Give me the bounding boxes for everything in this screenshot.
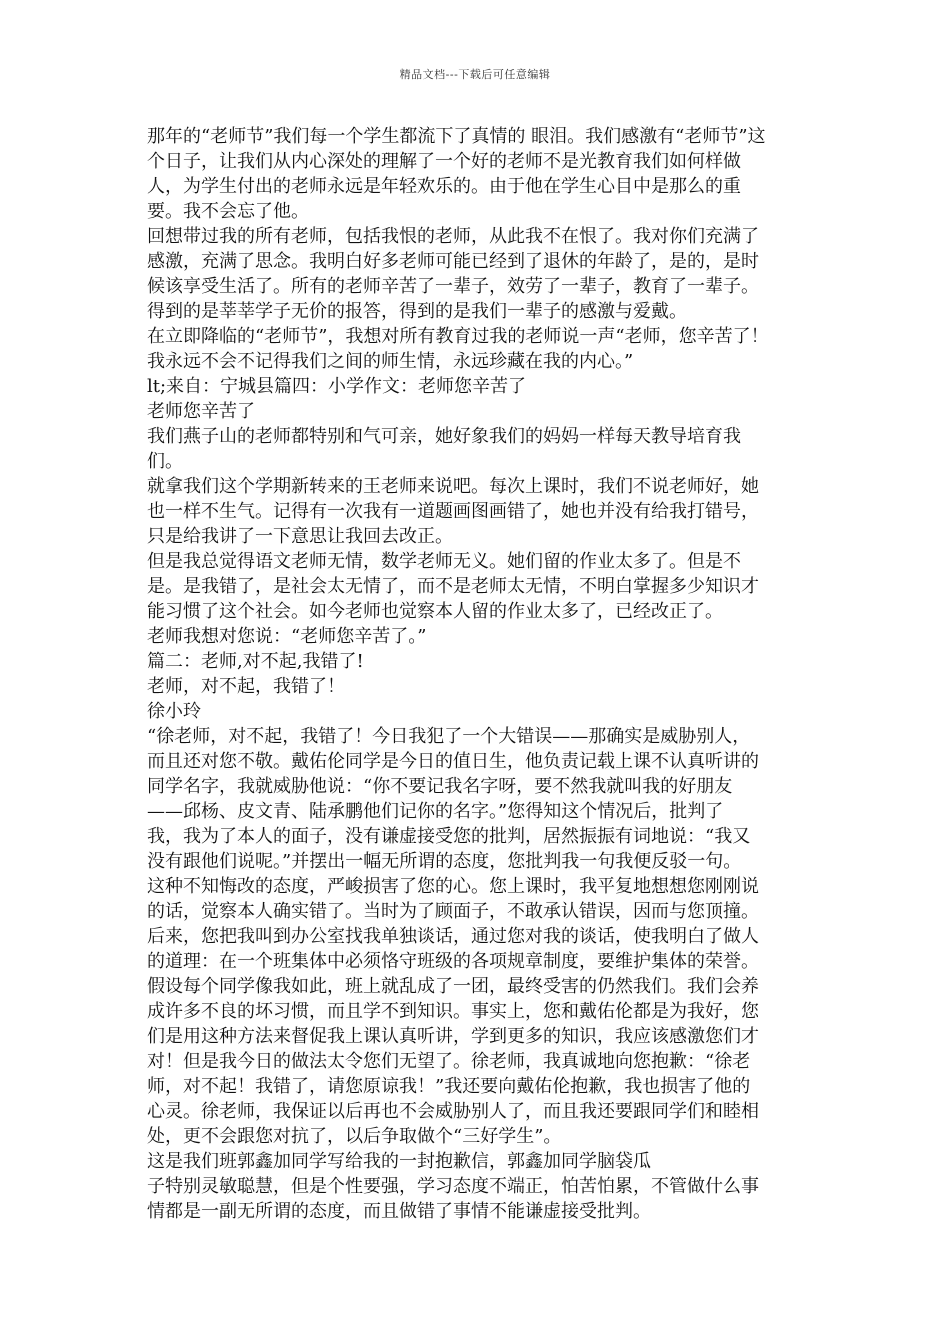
text-line: lt;来自：宁城县篇四：小学作文：老师您辛苦了 [147, 376, 527, 397]
text-line: 情都是一副无所谓的态度，而且做错了事情不能谦虚接受批判。 [147, 1201, 651, 1222]
text-line: 在立即降临的“老师节”，我想对所有教育过我的老师说一声“老师，您辛苦了！ [147, 326, 769, 347]
text-line: 感激，充满了思念。我明白好多老师可能已经到了退休的年龄了，是的，是时 [147, 251, 759, 272]
text-line: 没有跟他们说呢。”并摆出一幅无所谓的态度，您批判我一句我便反驳一句。 [147, 851, 742, 872]
text-line: 我们燕子山的老师都特别和气可亲，她好象我们的妈妈一样每天教导培育我 [147, 426, 741, 447]
text-line: 那年的“老师节”我们每一个学生都流下了真情的 眼泪。我们感激有“老师节”这 [147, 126, 766, 147]
text-line: 们。 [147, 451, 183, 472]
text-line: 篇二：老师,对不起,我错了! [147, 651, 364, 672]
text-line: 成许多不良的坏习惯，而且学不到知识。事实上，您和戴佑伦都是为我好，您 [147, 1001, 759, 1022]
text-line: 徐小玲 [147, 701, 201, 722]
text-line: 老师，对不起，我错了！ [147, 676, 345, 697]
text-line: 只是给我讲了一下意思让我回去改正。 [147, 526, 453, 547]
text-line: 能习惯了这个社会。如今老师也觉察本人留的作业太多了，已经改正了。 [147, 601, 723, 622]
text-line: 也一样不生气。记得有一次我有一道题画图画错了，她也并没有给我打错号， [147, 501, 759, 522]
text-line: 我，我为了本人的面子，没有谦虚接受您的批判，居然振振有词地说：“我又 [147, 826, 751, 847]
text-line: 的道理：在一个班集体中必须恪守班级的各项规章制度，要维护集体的荣誉。 [147, 951, 759, 972]
document-body [147, 124, 807, 1224]
text-line: 这是我们班郭鑫加同学写给我的一封抱歉信，郭鑫加同学脑袋瓜 [147, 1151, 651, 1172]
text-line: 们是用这种方法来督促我上课认真听讲，学到更多的知识，我应该感激您们才 [147, 1026, 759, 1047]
page-header: 精品文档---下载后可任意编辑 [399, 68, 551, 81]
text-line: 候该享受生活了。所有的老师辛苦了一辈子，效劳了一辈子，教育了一辈子。 [147, 276, 759, 297]
text-line: 是。是我错了，是社会太无情了，而不是老师太无情，不明白掌握多少知识才 [147, 576, 759, 597]
text-line: 回想带过我的所有老师，包括我恨的老师，从此我不在恨了。我对你们充满了 [147, 226, 759, 247]
text-line: 但是我总觉得语文老师无情，数学老师无义。她们留的作业太多了。但是不 [147, 551, 741, 572]
text-line: 处，更不会跟您对抗了，以后争取做个“三好学生”。 [147, 1126, 562, 1147]
text-line: 我永远不会不记得我们之间的师生情，永远珍藏在我的内心。” [147, 351, 634, 372]
text-line: 这种不知悔改的态度，严峻损害了您的心。您上课时，我平复地想想您刚刚说 [147, 876, 759, 897]
text-line: 的话，觉察本人确实错了。当时为了顾面子，不敢承认错误，因而与您顶撞。 [147, 901, 759, 922]
text-line: 子特别灵敏聪慧，但是个性要强，学习态度不端正，怕苦怕累，不管做什么事 [147, 1176, 759, 1197]
text-line: 得到的是莘莘学子无价的报答，得到的是我们一辈子的感激与爱戴。 [147, 301, 687, 322]
text-line: 心灵。徐老师，我保证以后再也不会威胁别人了，而且我还要跟同学们和睦相 [147, 1101, 759, 1122]
text-line: 同学名字，我就威胁他说：“你不要记我名字呀，要不然我就叫我的好朋友 [147, 776, 733, 797]
text-line: “徐老师，对不起，我错了！今日我犯了一个大错误——那确实是威胁别人， [147, 726, 751, 747]
text-line: 人，为学生付出的老师永远是年轻欢乐的。由于他在学生心目中是那么的重 [147, 176, 741, 197]
text-line: 老师我想对您说：“老师您辛苦了。” [147, 626, 427, 647]
text-line: 个日子，让我们从内心深处的理解了一个好的老师不是光教育我们如何样做 [147, 151, 741, 172]
text-line: 老师您辛苦了 [147, 401, 255, 422]
text-line: 就拿我们这个学期新转来的王老师来说吧。每次上课时，我们不说老师好，她 [147, 476, 759, 497]
text-line: ——邱杨、皮文青、陆承鹏他们记你的名字。”您得知这个情况后，批判了 [147, 801, 724, 822]
text-line: 对！但是我今日的做法太令您们无望了。徐老师，我真诚地向您抱歉：“徐老 [147, 1051, 751, 1072]
text-line: 后来，您把我叫到办公室找我单独谈话，通过您对我的谈话，使我明白了做人 [147, 926, 759, 947]
text-line: 而且还对您不敬。戴佑伦同学是今日的值日生，他负责记载上课不认真听讲的 [147, 751, 759, 772]
text-line: 师，对不起！我错了，请您原谅我！”我还要向戴佑伦抱歉，我也损害了他的 [147, 1076, 751, 1097]
text-line: 假设每个同学像我如此，班上就乱成了一团，最终受害的仍然我们。我们会养 [147, 976, 759, 997]
text-line: 要。我不会忘了他。 [147, 201, 309, 222]
